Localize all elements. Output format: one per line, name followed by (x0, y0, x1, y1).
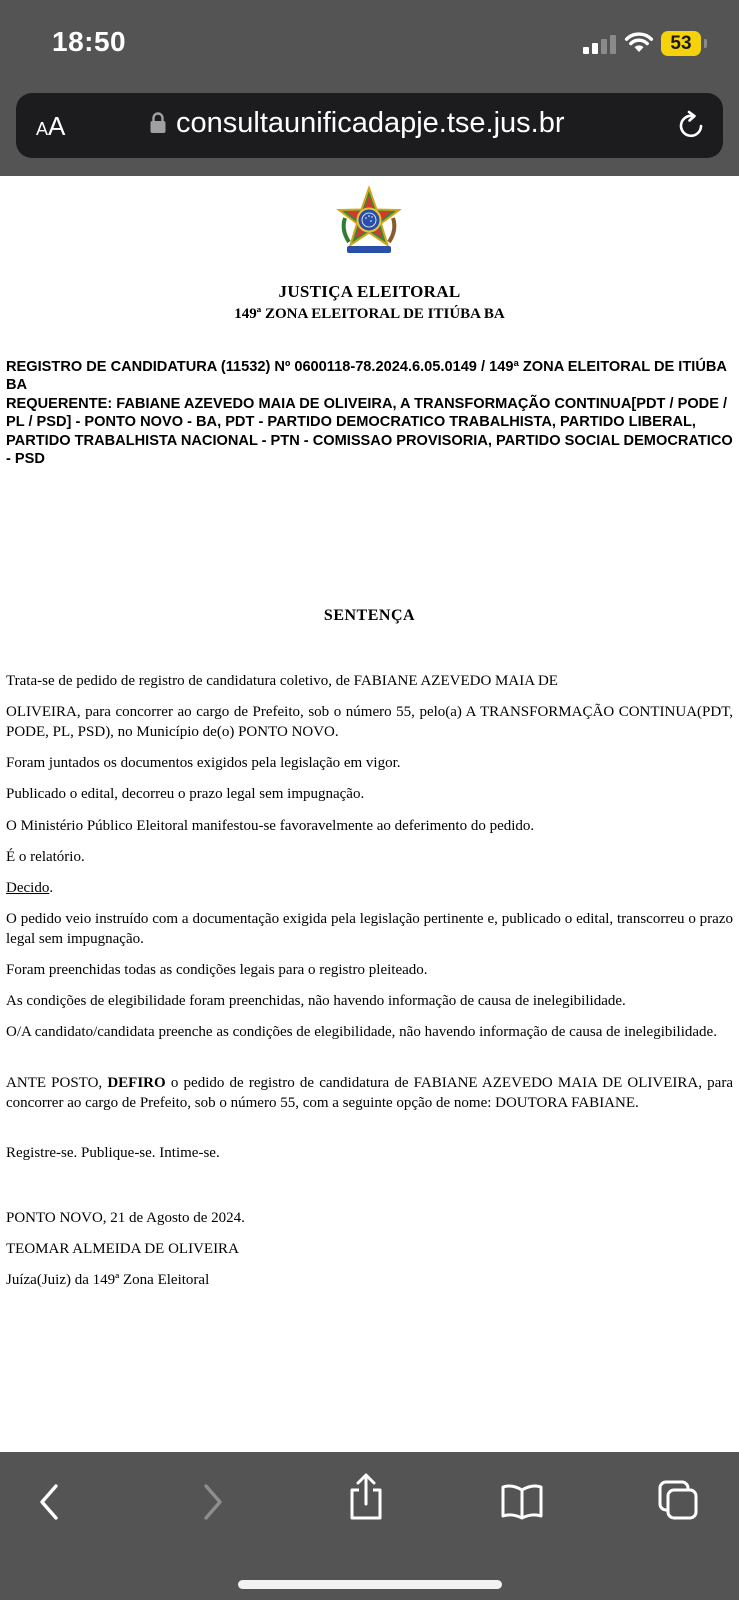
signal-icon (583, 34, 617, 54)
paragraph-8: O pedido veio instruído com a documentação exigida pela legislação pertinente e, publicado o edital, transcorreu o prazo legal sem impugnação. (6, 911, 733, 947)
ante-posto: ANTE POSTO, (6, 1075, 108, 1091)
lock-icon (149, 111, 167, 135)
paragraph-6: É o relatório. (6, 849, 85, 865)
tabs-icon[interactable] (656, 1478, 700, 1522)
decision-text: o pedido de registro de candidatura de FABIANE AZEVEDO MAIA DE OLIVEIRA, para concorrer ao cargo de Prefeito, sob o número 55, com a seguinte opção de nome: DOUTORA FABIANE. (6, 1075, 733, 1111)
paragraph-1: Trata-se de pedido de registro de candidatura coletivo, de FABIANE AZEVEDO MAIA DE (6, 673, 558, 689)
paragraph-5: O Ministério Público Eleitoral manifestou-se favoravelmente ao deferimento do pedido. (6, 818, 535, 834)
paragraph-11: O/A candidato/candidata preenche as condições de elegibilidade, não havendo informação de causa de inelegibilidade. (6, 1024, 717, 1040)
home-indicator[interactable] (238, 1580, 502, 1589)
forward-icon[interactable] (196, 1482, 226, 1522)
text-size-button[interactable]: AA (36, 111, 66, 141)
case-header (6, 358, 734, 468)
wifi-icon (624, 30, 654, 54)
bookmarks-icon[interactable] (500, 1482, 544, 1520)
org-title: JUSTIÇA ELEITORAL (278, 282, 461, 301)
coat-of-arms-icon (336, 186, 402, 260)
paragraph-10: As condições de elegibilidade foram preenchidas, não havendo informação de causa de inelegibilidade. (6, 993, 626, 1009)
org-subtitle: 149ª ZONA ELEITORAL DE ITIÚBA BA (234, 306, 505, 322)
requerente: REQUERENTE: FABIANE AZEVEDO MAIA DE OLIVEIRA, A TRANSFORMAÇÃO CONTINUA[PDT / PODE / PL / PSD] - PONTO NOVO - BA, PDT - PARTIDO DEMOCRATICO TRABALHISTA, PARTIDO LIBERAL, PARTIDO TRABALHISTA NACIONAL - PTN - COMISSAO PROVISORIA, PARTIDO SOCIAL DEMOCRATICO - PSD (6, 395, 733, 468)
paragraph-7 (6, 879, 733, 899)
paragraph-13: Registre-se. Publique-se. Intime-se. (6, 1145, 220, 1161)
paragraph-12 (6, 1074, 733, 1113)
battery-icon: 53 (661, 31, 701, 56)
defiro: DEFIRO (107, 1075, 166, 1091)
share-icon[interactable] (346, 1472, 386, 1522)
paragraph-2: OLIVEIRA, para concorrer ao cargo de Prefeito, sob o número 55, pelo(a) A TRANSFORMAÇÃO CONTINUA(PDT, PODE, PL, PSD), no Município de(o) PONTO NOVO. (6, 704, 733, 740)
browser-top-chrome (0, 0, 739, 176)
url-text[interactable]: consultaunificadapje.tse.jus.br (176, 107, 565, 139)
decido-text: Decido (6, 880, 50, 896)
paragraph-9: Foram preenchidas todas as condições legais para o registro pleiteado. (6, 962, 428, 978)
paragraph-3: Foram juntados os documentos exigidos pela legislação em vigor. (6, 755, 401, 771)
document-page (0, 176, 739, 1452)
judge-name: TEOMAR ALMEIDA DE OLIVEIRA (6, 1241, 239, 1257)
battery-tip (704, 39, 707, 48)
status-time: 18:50 (52, 26, 127, 57)
decido-period: . (49, 880, 54, 896)
url-bar[interactable] (16, 93, 723, 158)
case-number: REGISTRO DE CANDIDATURA (11532) Nº 0600118-78.2024.6.05.0149 / 149ª ZONA ELEITORAL DE ITIÚBA BA (6, 359, 727, 394)
paragraph-4: Publicado o edital, decorreu o prazo legal sem impugnação. (6, 786, 365, 802)
reload-icon[interactable] (676, 109, 708, 141)
browser-toolbar (0, 1452, 739, 1600)
place-date: PONTO NOVO, 21 de Agosto de 2024. (6, 1210, 245, 1226)
back-icon[interactable] (36, 1482, 66, 1522)
judge-role: Juíza(Juiz) da 149ª Zona Eleitoral (6, 1272, 210, 1288)
sentence-title: SENTENÇA (323, 607, 416, 624)
